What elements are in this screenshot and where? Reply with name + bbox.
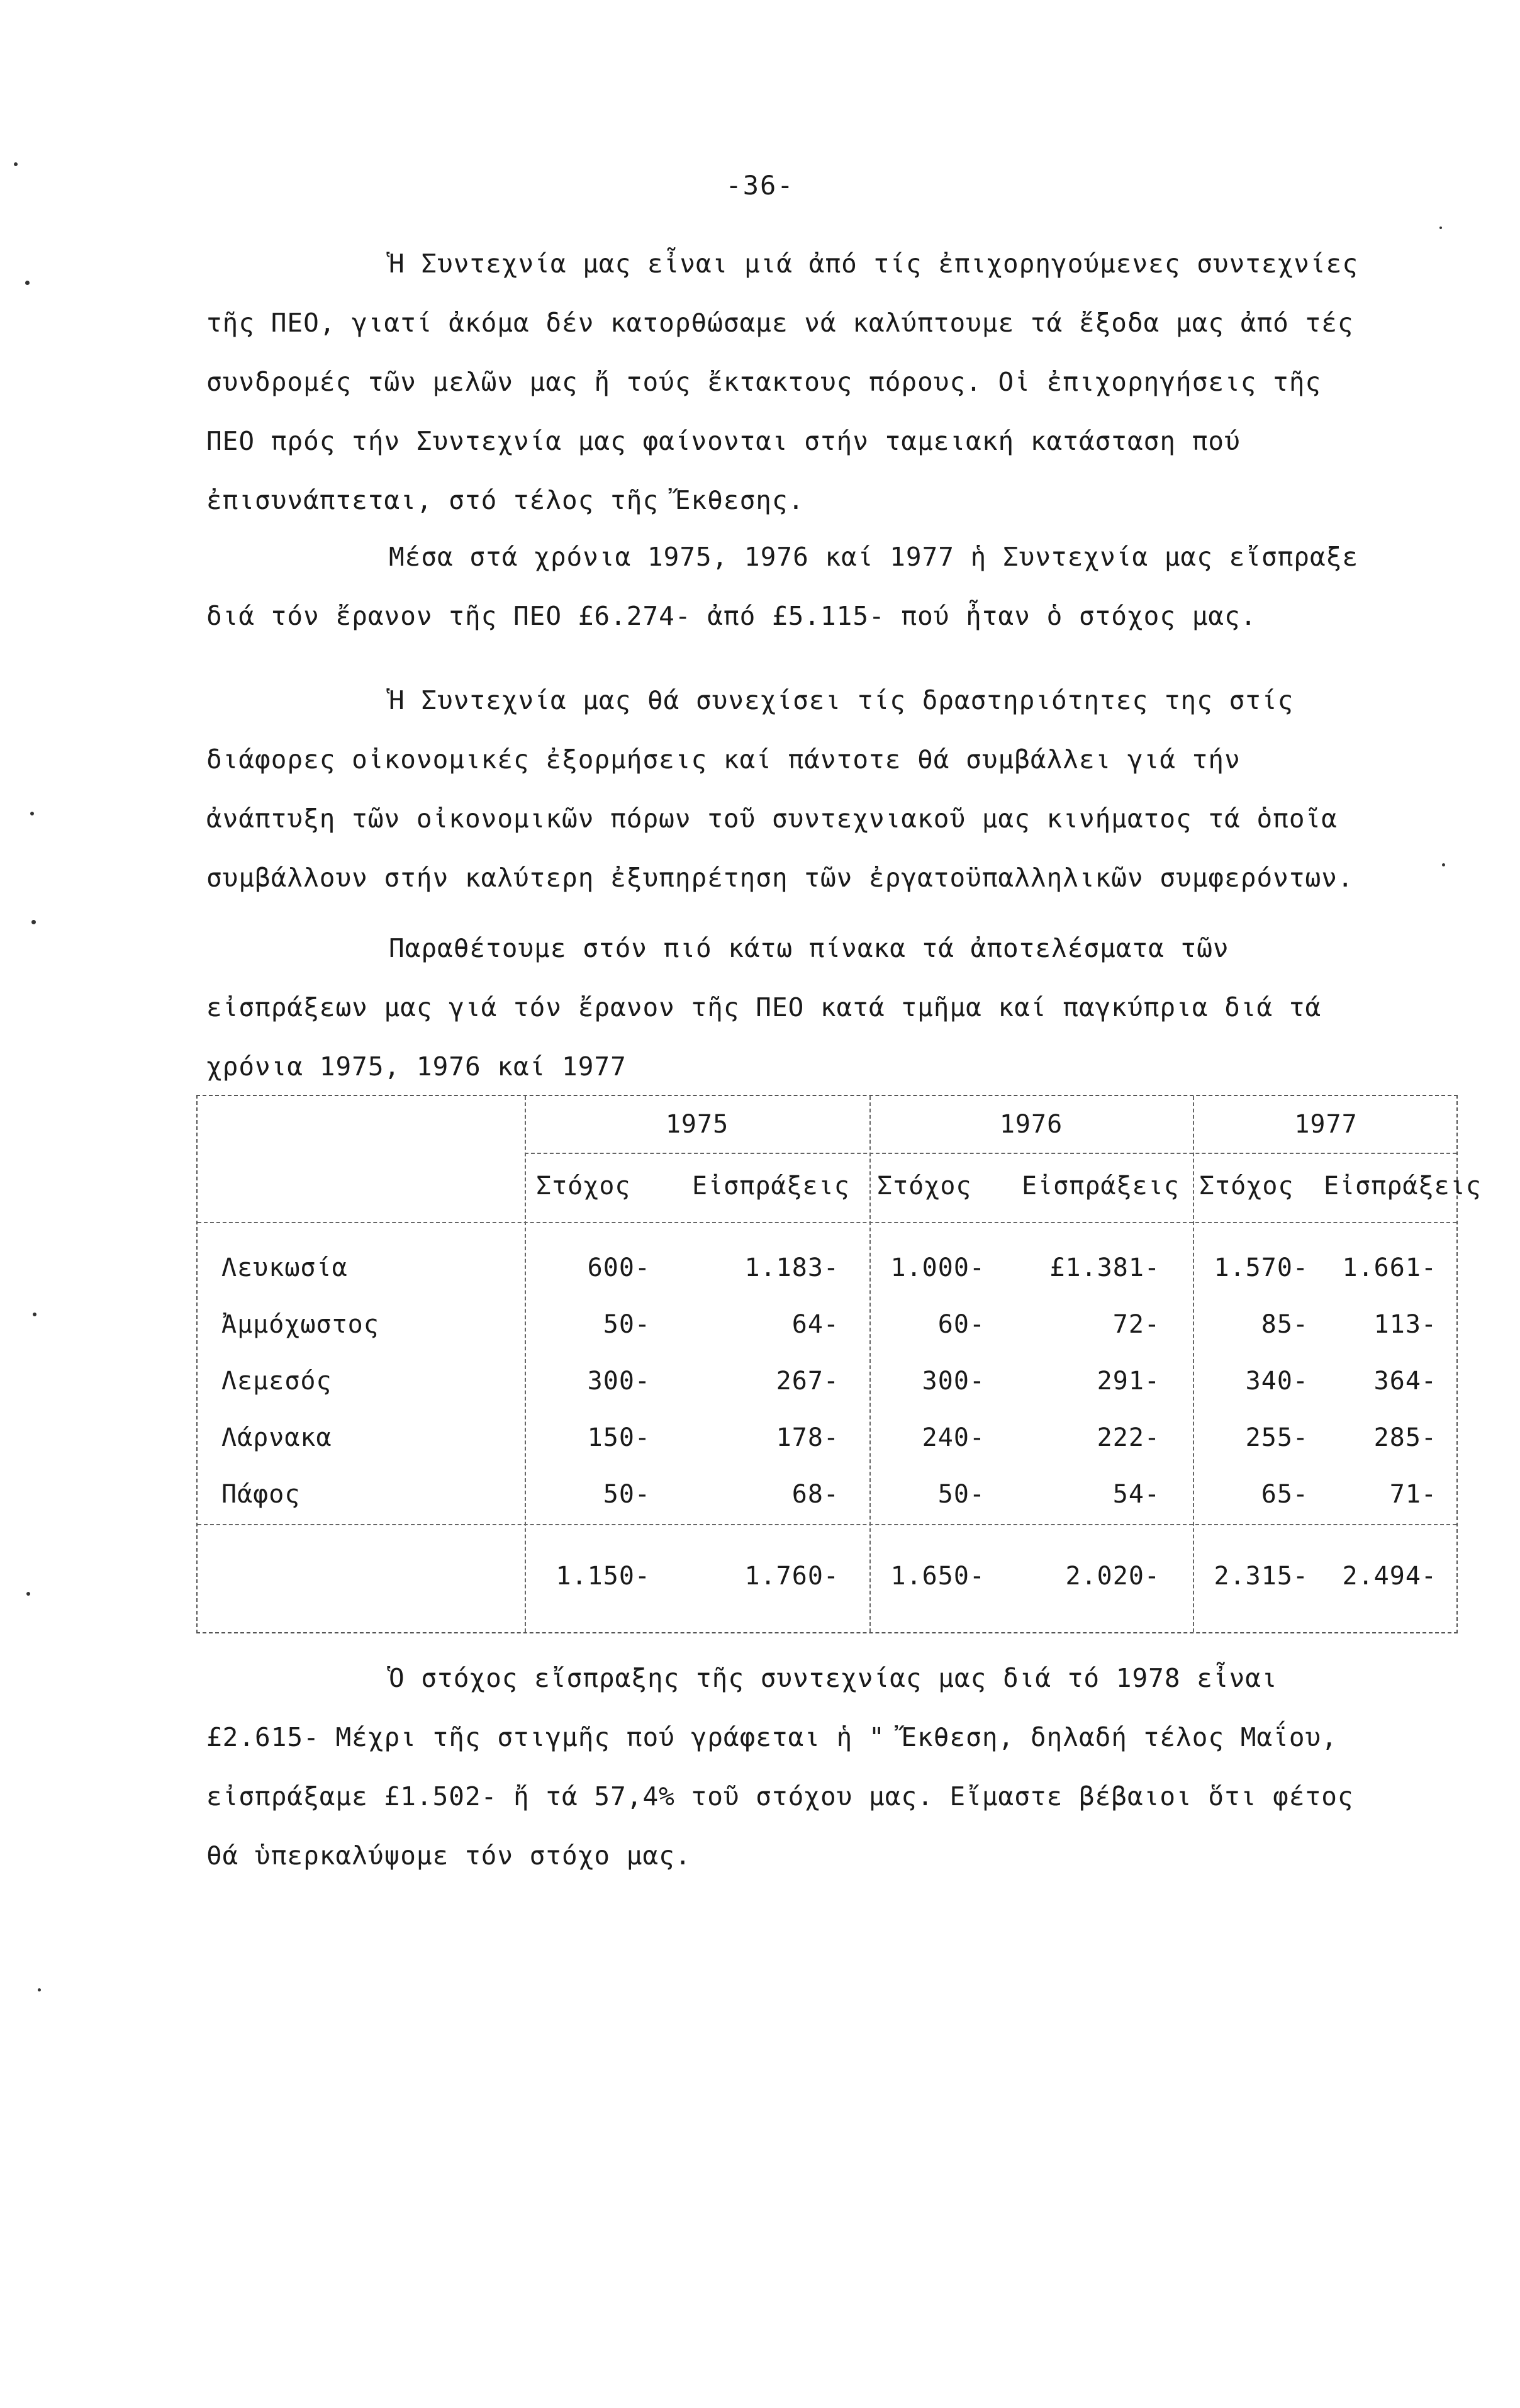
table-divider: [198, 1524, 1456, 1525]
collected-1976: 72-: [1112, 1310, 1160, 1339]
scan-speck: [38, 1988, 41, 1991]
collected-1977: 1.661-: [1342, 1253, 1437, 1282]
collected-1977: 71-: [1389, 1480, 1437, 1509]
collected-1975: 68-: [791, 1480, 839, 1509]
collected-1977: 364-: [1373, 1367, 1437, 1396]
table-divider: [1193, 1096, 1194, 1632]
collected-1976: 291-: [1097, 1367, 1160, 1396]
target-1975: 50-: [603, 1310, 651, 1339]
target-1975: 50-: [603, 1480, 651, 1509]
collected-1977: 285-: [1373, 1423, 1437, 1452]
target-1976: 240-: [922, 1423, 985, 1452]
paragraph-table-intro-text: Παραθέτουμε στόν πιό κάτω πίνακα τά ἀποτελέσματα τῶν εἰσπράξεων μας γιά τόν ἔρανον τῆς ΠΕΟ κατά τμῆμα καί παγκύπρια διά τά χρόνια 1975, 1976 καί 1977: [206, 933, 1322, 1082]
target-1977: 340-: [1245, 1367, 1309, 1396]
target-1975: 600-: [587, 1253, 651, 1282]
collected-1975: 1.183-: [744, 1253, 839, 1282]
scan-speck: [1442, 863, 1445, 866]
col-target-1975: Στόχος: [536, 1172, 631, 1201]
table-divider: [198, 1222, 1456, 1223]
target-1976: 50-: [937, 1480, 985, 1509]
scan-speck: [26, 1592, 30, 1596]
year-header-1977: 1977: [1294, 1110, 1358, 1139]
total-collected-1975: 1.760-: [744, 1562, 839, 1591]
year-header-1976: 1976: [999, 1110, 1063, 1139]
collected-1976: £1.381-: [1049, 1253, 1160, 1282]
target-1977: 1.570-: [1214, 1253, 1309, 1282]
scan-speck: [33, 1313, 36, 1316]
total-collected-1977: 2.494-: [1342, 1562, 1437, 1591]
total-target-1975: 1.150-: [556, 1562, 651, 1591]
total-target-1977: 2.315-: [1214, 1562, 1309, 1591]
district-name: Πάφος: [221, 1480, 301, 1509]
col-collected-1977: Εἰσπράξεις: [1324, 1172, 1482, 1201]
paragraph-activities-text: Ἡ Συντεχνία μας θά συνεχίσει τίς δραστηριότητες της στίς διάφορες οἰκονομικές ἐξορμήσεις καί πάντοτε θά συμβάλλει γιά τήν ἀνάπτυξη τῶν οἰκονομικῶν πόρων τοῦ συντεχνιακοῦ μας κινήματος τά ὁποῖα συμβάλλουν στήν καλύτερη ἐξυπηρέτηση τῶν ἐργατοϋπαλληλικῶν συμφερόντων.: [206, 685, 1354, 893]
table-divider: [525, 1096, 526, 1632]
scan-speck: [25, 281, 30, 285]
target-1975: 300-: [587, 1367, 651, 1396]
paragraph-activities: [206, 671, 1377, 907]
collected-1975: 64-: [791, 1310, 839, 1339]
paragraph-1978-target-text: Ὁ στόχος εἴσπραξης τῆς συντεχνίας μας διά τό 1978 εἶναι £2.615- Μέχρι τῆς στιγμῆς πού γράφεται ἡ " Ἔκθεση, δηλαδή τέλος Μαΐου, εἰσπράξαμε £1.502- ἤ τά 57,4% τοῦ στόχου μας. Εἴμαστε βέβαιοι ὅτι φέτος θά ὑπερκαλύψομε τόν στόχο μας.: [206, 1663, 1354, 1871]
district-name: Ἀμμόχωστος: [221, 1310, 379, 1339]
district-name: Λευκωσία: [221, 1253, 348, 1282]
target-1976: 300-: [922, 1367, 985, 1396]
col-collected-1975: Εἰσπράξεις: [692, 1172, 850, 1201]
col-target-1977: Στόχος: [1199, 1172, 1294, 1201]
district-name: Λάρνακα: [221, 1423, 332, 1452]
target-1975: 150-: [587, 1423, 651, 1452]
paragraph-1978-target: [206, 1649, 1377, 1885]
target-1977: 255-: [1245, 1423, 1309, 1452]
scan-speck: [30, 812, 34, 815]
collected-1976: 54-: [1112, 1480, 1160, 1509]
collected-1976: 222-: [1097, 1423, 1160, 1452]
table-divider: [869, 1096, 871, 1632]
paragraph-subsidies-text: Ἡ Συντεχνία μας εἶναι μιά ἀπό τίς ἐπιχορηγούμενες συντεχνίες τῆς ΠΕΟ, γιατί ἀκόμα δέν κατορθώσαμε νά καλύπτουμε τά ἔξοδα μας ἀπό τές συνδρομές τῶν μελῶν μας ἤ τούς ἔκτακτους πόρους. Οἱ ἐπιχορηγήσεις τῆς ΠΕΟ πρός τήν Συντεχνία μας φαίνονται στήν ταμειακή κατάσταση πού ἐπισυνάπτεται, στό τέλος τῆς Ἔκθεσης.: [206, 249, 1359, 515]
collected-1975: 178-: [776, 1423, 839, 1452]
year-header-1975: 1975: [665, 1110, 729, 1139]
scan-speck: [31, 920, 36, 924]
col-target-1976: Στόχος: [877, 1172, 972, 1201]
total-target-1976: 1.650-: [890, 1562, 985, 1591]
target-1976: 1.000-: [890, 1253, 985, 1282]
table-divider: [525, 1153, 1456, 1154]
col-collected-1976: Εἰσπράξεις: [1022, 1172, 1180, 1201]
scan-speck: [14, 162, 18, 166]
target-1976: 60-: [937, 1310, 985, 1339]
target-1977: 65-: [1261, 1480, 1309, 1509]
paragraph-collections-text: Μέσα στά χρόνια 1975, 1976 καί 1977 ἡ Συντεχνία μας εἴσπραξε διά τόν ἔρανον τῆς ΠΕΟ £6.274- ἀπό £5.115- πού ἦταν ὁ στόχος μας.: [206, 542, 1359, 631]
total-collected-1976: 2.020-: [1065, 1562, 1160, 1591]
district-name: Λεμεσός: [221, 1367, 332, 1396]
collected-1975: 267-: [776, 1367, 839, 1396]
collections-table: [196, 1095, 1482, 1633]
paragraph-table-intro: [206, 919, 1377, 1096]
paragraph-collections: [206, 527, 1377, 646]
page-number: -36-: [725, 170, 795, 201]
paragraph-subsidies: [206, 234, 1377, 530]
scan-speck: [1439, 227, 1442, 229]
collected-1977: 113-: [1373, 1310, 1437, 1339]
target-1977: 85-: [1261, 1310, 1309, 1339]
